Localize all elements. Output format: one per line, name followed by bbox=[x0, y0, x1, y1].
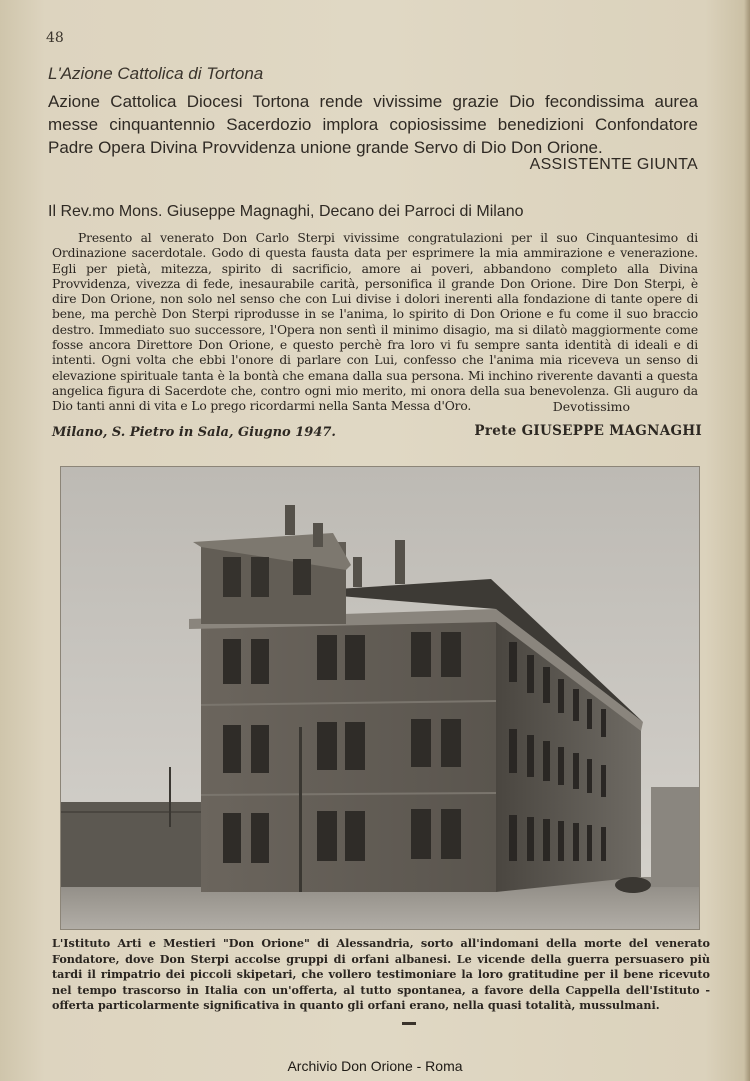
photo-caption: L'Istituto Arti e Mestieri "Don Orione" di Alessandria, sorto all'indomani della morte del venerato Fondatore, dove Don Sterpi accolse gruppi di orfani albanesi. Le vicende della guerra persuasero più tardi il rimpatrio dei piccoli skipetari, che vollero testimoniare la loro gratitudine per il bene ricevuto nel tempo trascorso in Italia con un'offerta, al tutto spontanea, a favore della Cappella dell'Istituto - offerta particolarmente significativa in quanto gli orfani erano, nella quasi totalità, mussulmani. bbox=[52, 936, 710, 1012]
telegram-heading: L'Azione Cattolica di Tortona bbox=[48, 64, 264, 83]
archive-footer: Archivio Don Orione - Roma bbox=[287, 1058, 463, 1074]
caption-dash bbox=[402, 1022, 416, 1025]
letter-heading: Il Rev.mo Mons. Giuseppe Magnaghi, Decano dei Parroci di Milano bbox=[48, 203, 524, 220]
building-photo-illustration bbox=[61, 467, 699, 929]
telegram-signature: ASSISTENTE GIUNTA bbox=[529, 156, 698, 173]
page-number: 48 bbox=[46, 30, 64, 46]
letter-body: Presento al venerato Don Carlo Sterpi vivissime congratulazioni per il suo Cinquantesimo di Ordinazione sacerdotale. Godo di questa fausta data per esprimere la mia ammirazione e venerazione. Egli per pietà, mitezza, spirito di sacrificio, amore ai poveri, abbandono completo alla Divina Provvidenza, vivezza di fede, inesaurabile carità, personifica il grande Don Orione. Dire Don Sterpi, è dire Don Orione, non solo nel senso che con Lui divise i dolori inerenti alla fondazione di tante opere di bene, ma perchè Don Sterpi riprodusse in se l'anima, lo spirito di Don Orione e fu come il suo braccio destro. Immediato suo successore, l'Opera non sentì il minimo disagio, ma si dilatò maggiormente come fosse ancora Direttore Don Orione, e questo perchè fra loro vi fu sempre santa identità di ideali e di intenti. Ogni volta che ebbi l'onore di parlare con Lui, confesso che l'anima mia riceveva un senso di elevazione spirituale tanta è la bontà che emana dalla sua persona. Mi inchino riverente davanti a questa angelica figura di Sacerdote che, contro ogni mio merito, mi onora della sua benevolenza. Gli auguro da Dio tanti anni di vita e Lo prego ricordarmi nella Santa Messa d'Oro. bbox=[52, 231, 698, 414]
telegram-body: Azione Cattolica Diocesi Tortona rende vivissime grazie Dio fecondissima aurea messe cinquantennio Sacerdozio implora copiosissime benedizioni Confondatore Padre Opera Divina Provvidenza unione grande Servo di Dio Don Orione. bbox=[48, 92, 698, 157]
letter-place-date: Milano, S. Pietro in Sala, Giugno 1947. bbox=[52, 425, 336, 440]
page-edge-shadow bbox=[744, 0, 750, 1081]
letter-closing: Devotissimo bbox=[552, 399, 630, 414]
letter-signer: Prete GIUSEPPE MAGNAGHI bbox=[474, 423, 702, 439]
building-photo bbox=[60, 466, 700, 930]
